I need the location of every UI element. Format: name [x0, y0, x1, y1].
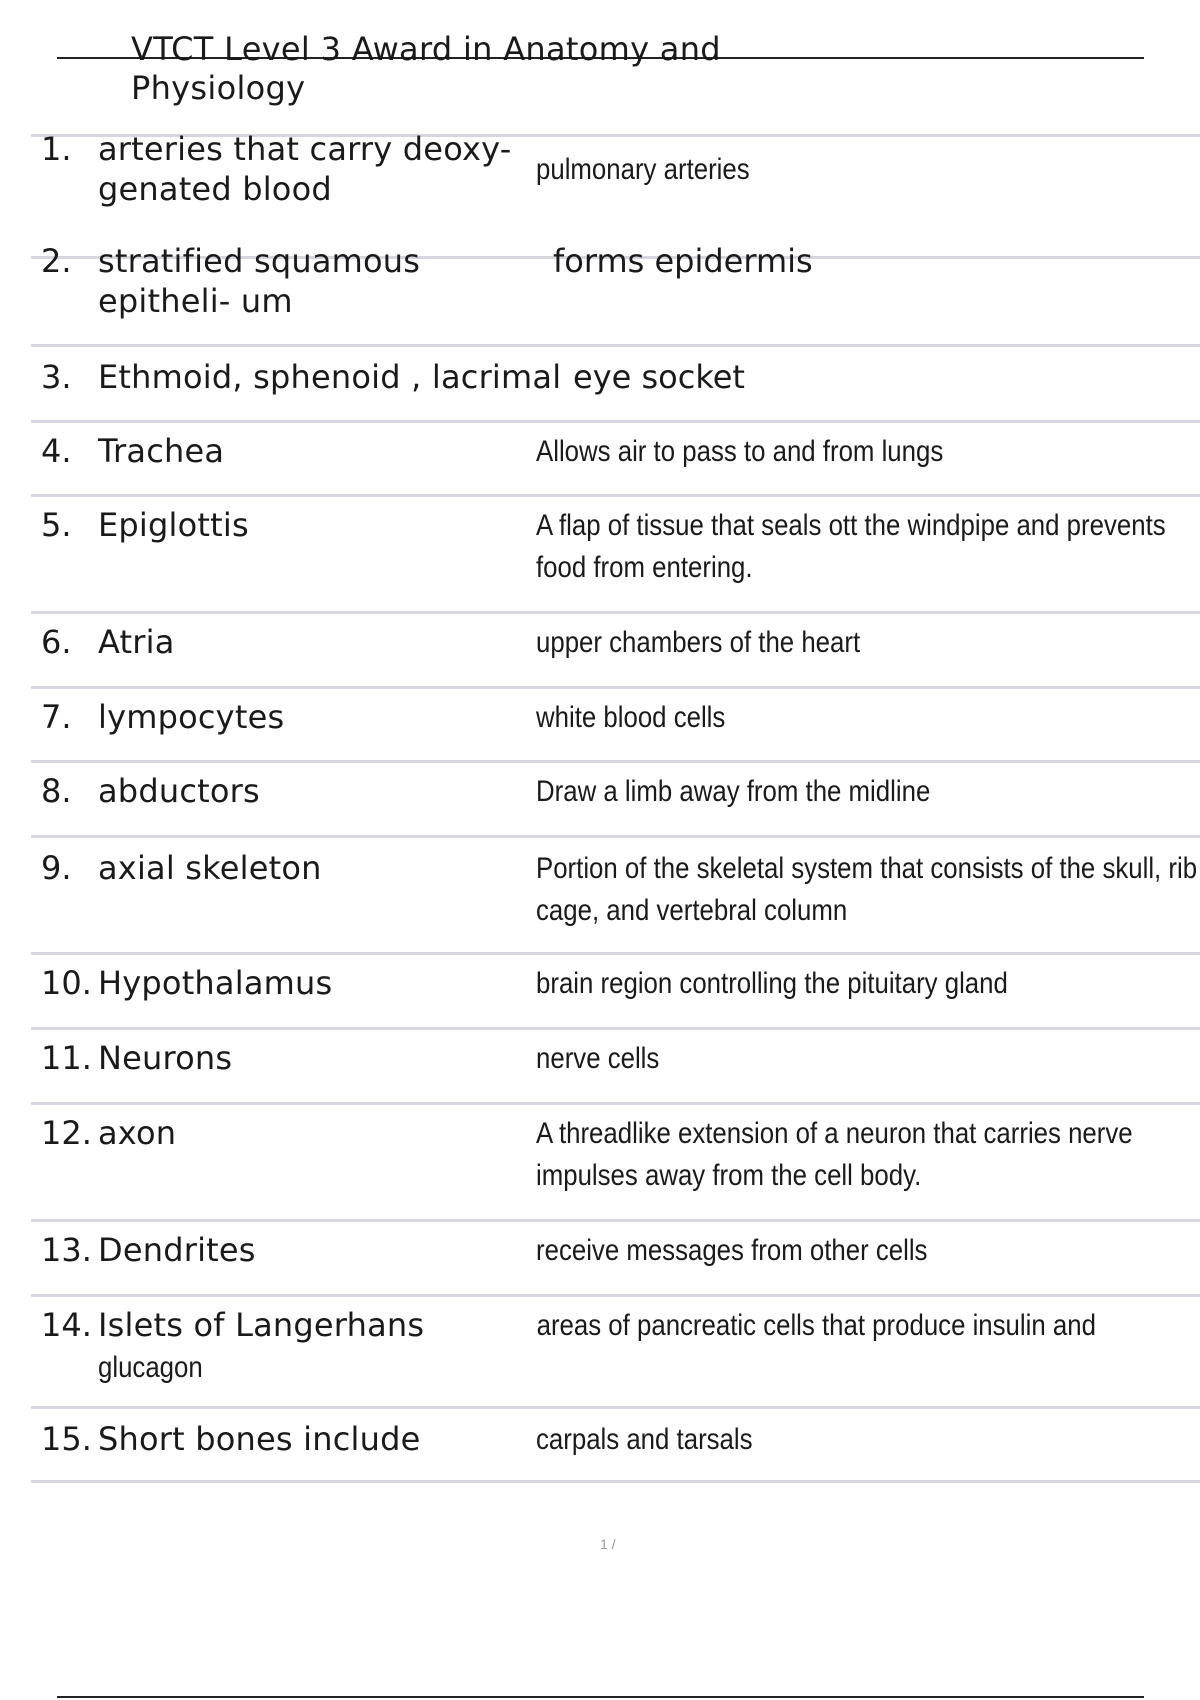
flashcard-6	[31, 611, 1200, 680]
card-definition: white blood cells	[536, 701, 726, 734]
card-term: stratified squamous epitheli- um	[98, 242, 421, 320]
card-number: 9.	[41, 849, 72, 887]
card-term: Neurons	[98, 1039, 233, 1077]
card-definition: carpals and tarsals	[536, 1423, 753, 1456]
card-term: Islets of Langerhans	[98, 1306, 425, 1344]
page-number: 1 /	[600, 1536, 616, 1552]
card-term: Hypothalamus	[98, 964, 333, 1002]
card-term: Dendrites	[98, 1231, 256, 1269]
card-number: 11.	[41, 1039, 92, 1077]
card-number: 4.	[41, 432, 72, 470]
flashcard-11	[31, 1027, 1200, 1096]
card-number: 14.	[41, 1306, 92, 1344]
flashcard-9	[31, 835, 1200, 946]
flashcard-10	[31, 952, 1200, 1021]
document-title: VTCT Level 3 Award in Anatomy and Physiology	[131, 30, 721, 107]
flashcard-3	[31, 344, 1200, 413]
card-definition: pulmonary arteries	[536, 153, 750, 186]
card-number: 1.	[41, 130, 72, 168]
card-term: Ethmoid, sphenoid , lacrimal	[98, 358, 562, 396]
card-number: 2.	[41, 242, 72, 280]
card-term: axial skeleton	[98, 849, 322, 887]
flashcard-12	[31, 1102, 1200, 1213]
flashcard-7	[31, 686, 1200, 755]
flashcard-15	[31, 1406, 1200, 1481]
card-number: 8.	[41, 772, 72, 810]
footer-rule	[57, 1696, 1144, 1698]
card-term: Short bones include	[98, 1420, 421, 1458]
card-number: 6.	[41, 623, 72, 661]
card-definition: eye socket	[573, 358, 745, 396]
card-definition: Portion of the skeletal system that consists of the skull, rib cage, and vertebral column	[536, 852, 1198, 927]
flashcard-2	[31, 242, 1200, 339]
card-definition: Draw a limb away from the midline	[536, 775, 931, 808]
card-term: abductors	[98, 772, 260, 810]
card-definition: A flap of tissue that seals ott the windpipe and prevents food from entering.	[536, 509, 1166, 584]
list-end-rule	[31, 1480, 1200, 1483]
card-definition: brain region controlling the pituitary gland	[536, 967, 1008, 1000]
card-number: 13.	[41, 1231, 92, 1269]
card-definition: areas of pancreatic cells that produce insulin and glucagon	[98, 1309, 1096, 1384]
card-number: 5.	[41, 506, 72, 544]
card-number: 7.	[41, 698, 72, 736]
flashcard-8	[31, 760, 1200, 829]
card-number: 10.	[41, 964, 92, 1002]
card-definition: upper chambers of the heart	[536, 626, 861, 659]
card-definition: A threadlike extension of a neuron that carries nerve impulses away from the cell body.	[536, 1117, 1133, 1192]
card-term: Trachea	[98, 432, 225, 470]
card-number: 3.	[41, 358, 72, 396]
flashcard-13	[31, 1219, 1200, 1288]
card-term: arteries that carry deoxy- genated blood	[98, 130, 512, 208]
card-number: 15.	[41, 1420, 92, 1458]
flashcard-14	[31, 1294, 1200, 1401]
card-term: axon	[98, 1114, 177, 1152]
card-term: Epiglottis	[98, 506, 249, 544]
flashcard-5	[31, 494, 1200, 605]
card-definition: receive messages from other cells	[536, 1234, 928, 1267]
flashcard-4	[31, 420, 1200, 489]
card-term: Atria	[98, 623, 175, 661]
card-definition: Allows air to pass to and from lungs	[536, 435, 944, 468]
card-definition: forms epidermis	[553, 242, 813, 280]
card-number: 12.	[41, 1114, 92, 1152]
card-definition: nerve cells	[536, 1042, 660, 1075]
flashcard-1	[31, 130, 1200, 249]
card-term: lympocytes	[98, 698, 285, 736]
